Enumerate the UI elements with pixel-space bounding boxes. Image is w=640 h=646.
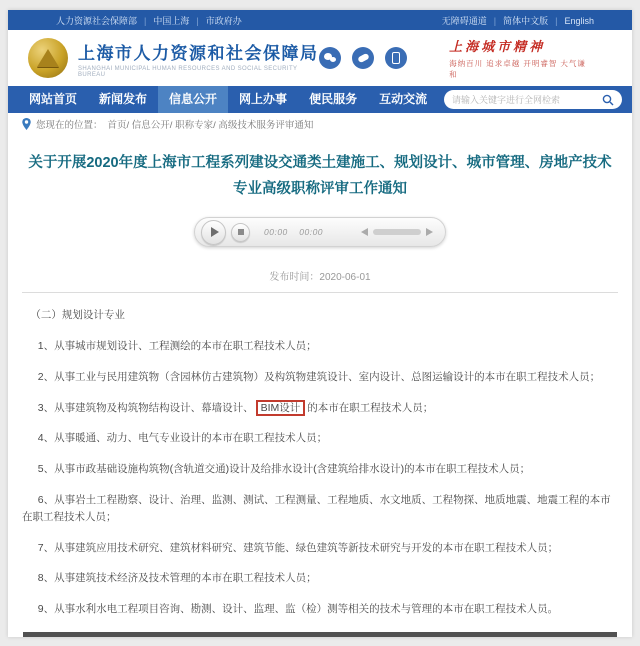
text-segment: 8、从事建筑技术经济及技术管理的本市在职工程技术人员； [37, 572, 317, 585]
volume-slider[interactable] [373, 229, 421, 235]
search-input[interactable] [452, 95, 602, 105]
nav-item-5[interactable]: 互动交流 [379, 92, 428, 106]
paragraph [22, 570, 618, 587]
mobile-icon[interactable] [385, 47, 407, 69]
topbar-left-links [56, 14, 242, 27]
time-current: 00:00 [264, 227, 288, 238]
publish-date: 2020-06-01 [319, 272, 371, 284]
stop-icon [238, 229, 244, 235]
header-right [319, 36, 612, 80]
play-icon [211, 227, 219, 237]
page [8, 10, 632, 637]
time-total: 00:00 [299, 227, 324, 238]
article-title-line1: 关于开展2020年度上海市工程系列建设交通类土建施工、规划设计、城市管理、房地产技术 [28, 155, 612, 171]
topbar-right-link-1[interactable]: 简体中文版 [503, 15, 549, 26]
bureau-logo[interactable] [28, 38, 68, 78]
site-header [8, 30, 632, 86]
text-segment: 5、从事市政基础设施构筑物(含轨道交通)设计及给排水设计(含建筑给排水设计)的本市在职工程技术人员； [37, 463, 531, 476]
site-subtitle: SHANGHAI MUNICIPAL HUMAN RESOURCES AND SOCIAL SECURITY BUREAU [78, 65, 298, 78]
breadcrumb [8, 113, 632, 134]
topbar-right-link-2[interactable]: English [564, 15, 594, 26]
hand-icon[interactable] [352, 47, 374, 69]
text-segment: （二）规划设计专业 [30, 309, 125, 322]
paragraph [22, 338, 618, 355]
city-spirit-slogan: 海纳百川 追求卓越 开明睿智 大气谦和 [449, 59, 586, 79]
text-segment: 3、从事建筑物及构筑物结构设计、幕墙设计、 [37, 401, 254, 414]
topbar-link-0[interactable]: 人力资源社会保障部 [56, 15, 138, 26]
text-segment: 2、从事工业与民用建筑物（含园林仿古建筑物）及构筑物建筑设计、室内设计、总图运输设计的本市在职工程技术人员； [37, 370, 601, 383]
city-spirit [449, 36, 586, 80]
wechat-icon[interactable] [319, 47, 341, 69]
topbar-link-2[interactable]: 市政府办 [205, 15, 242, 26]
nav-item-2[interactable]: 信息公开 [158, 86, 228, 113]
topbar-right-links [442, 14, 594, 27]
icon-shape [330, 57, 336, 62]
paragraph [22, 430, 618, 447]
site-titles [78, 39, 319, 78]
nav-item-3[interactable]: 网上办事 [239, 92, 288, 106]
paragraph [22, 492, 618, 526]
nav-item-1[interactable]: 新闻发布 [99, 92, 148, 106]
play-button[interactable] [201, 220, 226, 245]
article-body [22, 307, 618, 618]
article-title-line2: 专业高级职称评审工作通知 [233, 181, 407, 198]
nav-items [18, 86, 438, 113]
nav-item-4[interactable]: 便民服务 [309, 92, 358, 106]
time-separator [291, 227, 297, 237]
stop-button[interactable] [231, 223, 250, 242]
publish-label: 发布时间： [269, 272, 320, 284]
topbar-right-link-0[interactable]: 无障碍通道 [441, 15, 487, 26]
text-segment: 4、从事暖通、动力、电气专业设计的本市在职工程技术人员； [37, 432, 328, 445]
logo-emblem-icon [37, 49, 59, 67]
search-icon[interactable] [602, 94, 614, 106]
article [8, 134, 632, 637]
search-box [444, 90, 622, 109]
player-time [264, 227, 323, 237]
text-segment: 6、从事岩土工程勘察、设计、治理、监测、测试、工程测量、工程地质、水文地质、工程物探、地质地震、地震工程的本市在职工程技术人员； [22, 493, 611, 523]
text-segment: 的本市在职工程技术人员； [307, 401, 434, 414]
paragraph [22, 540, 618, 557]
icon-shape [357, 53, 370, 63]
separator: | [196, 15, 199, 26]
separator: | [144, 15, 147, 26]
speaker-right-icon[interactable] [426, 228, 433, 236]
audio-player-wrap [22, 217, 618, 247]
breadcrumb-path[interactable]: 首页/ 信息公开/ 职称专家/ 高级技术服务评审通知 [107, 119, 314, 131]
top-utility-bar [8, 10, 632, 30]
audio-player [194, 217, 446, 247]
speaker-left-icon[interactable] [361, 228, 368, 236]
text-segment: 9、从事水利水电工程项目咨询、勘测、设计、监理、监（检）测等相关的技术与管理的本市在职工程技术人员。 [37, 603, 559, 616]
paragraph [22, 461, 618, 478]
paragraph [22, 601, 618, 618]
header-icons [319, 47, 407, 69]
volume-control [361, 228, 433, 236]
text-segment: 7、从事建筑应用技术研究、建筑材料研究、建筑节能、绿色建筑等新技术研究与开发的本市在职工程技术人员； [37, 541, 559, 554]
icon-shape [392, 52, 400, 64]
article-title [22, 150, 618, 202]
paragraph [22, 369, 618, 386]
bim-highlight-box: BIM设计 [256, 400, 306, 416]
main-nav [8, 86, 632, 113]
paragraph [22, 400, 618, 417]
topbar-link-1[interactable]: 中国上海 [153, 15, 190, 26]
publish-row [22, 268, 618, 283]
nav-item-0[interactable]: 网站首页 [29, 92, 78, 106]
separator: | [493, 15, 497, 26]
city-spirit-title: 上海城市精神 [449, 39, 546, 54]
divider [22, 292, 618, 293]
location-pin-icon [22, 118, 31, 130]
breadcrumb-prefix: 您现在的位置： [36, 119, 103, 131]
site-title: 上海市人力资源和社会保障局 [78, 43, 319, 63]
paragraph [22, 307, 618, 324]
bottom-edge [23, 632, 617, 637]
text-segment: 1、从事城市规划设计、工程测绘的本市在职工程技术人员； [37, 339, 317, 352]
separator: | [555, 15, 558, 26]
